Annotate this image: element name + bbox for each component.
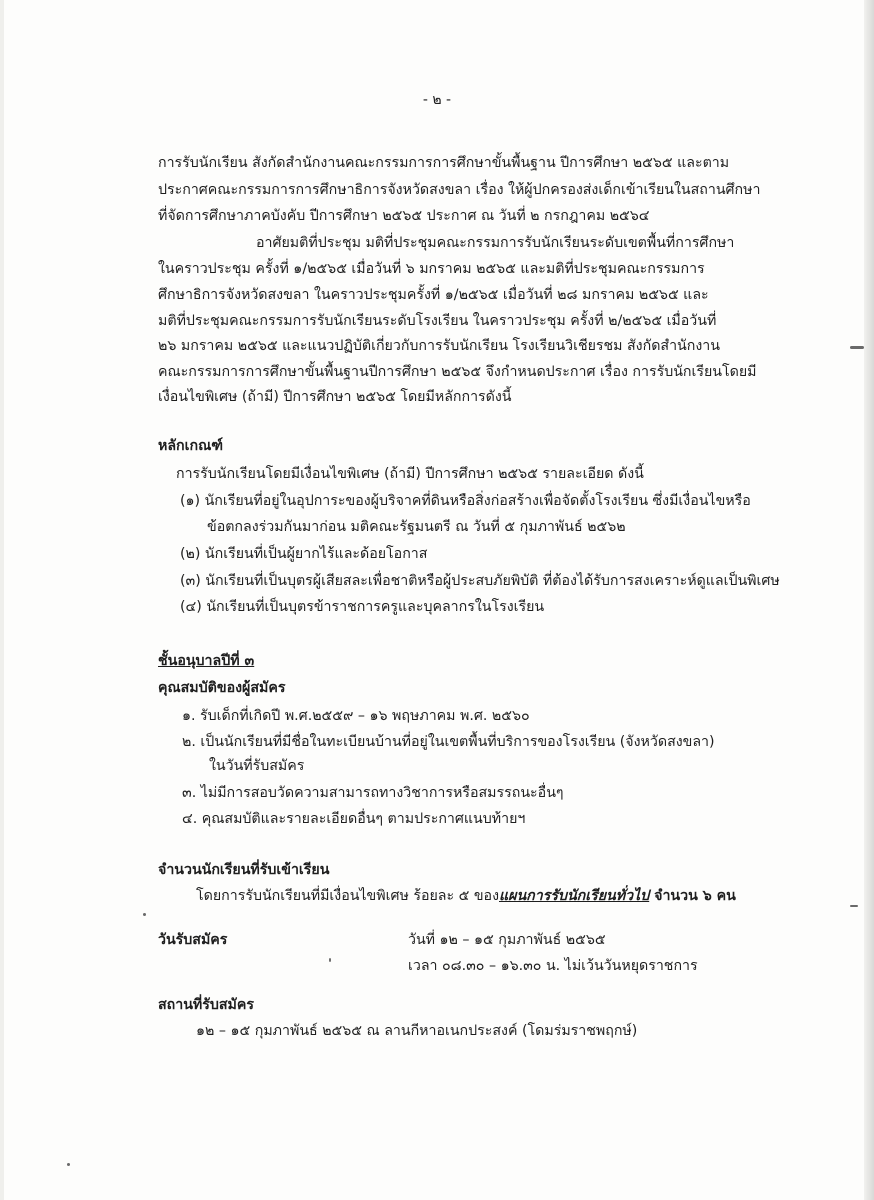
basis-line: คณะกรรมการการศึกษาขั้นพื้นฐานปีการศึกษา ๒๕๖๕ จึงกำหนดประกาศ เรื่อง การรับนักเรียนโดยมี [158, 364, 757, 380]
intro-line: ที่จัดการศึกษาภาคบังคับ ปีการศึกษา ๒๕๖๕ ประกาศ ณ วันที่ ๒ กรกฎาคม ๒๕๖๔ [158, 208, 650, 224]
venue-label: สถานที่รับสมัคร [158, 997, 255, 1013]
quota-text [196, 886, 736, 906]
qualification-item-continuation: ในวันที่รับสมัคร [209, 758, 305, 774]
criteria-item: (๔) นักเรียนที่เป็นบุตรข้าราชการครูและบุคลากรในโรงเรียน [180, 599, 545, 615]
apply-date-value: วันที่ ๑๒ – ๑๕ กุมภาพันธ์ ๒๕๖๕ [408, 932, 606, 948]
qualification-item: ๔. คุณสมบัติและรายละเอียดอื่นๆ ตามประกาศแนบท้ายฯ [182, 811, 526, 827]
basis-line: มติที่ประชุมคณะกรรมการรับนักเรียนระดับโรงเรียน ในคราวประชุม ครั้งที่ ๒/๒๕๖๕ เมื่อวันที่ [158, 313, 717, 329]
qualification-heading: คุณสมบัติของผู้สมัคร [158, 680, 286, 696]
basis-line: อาศัยมติที่ประชุม มติที่ประชุมคณะกรรมการรับนักเรียนระดับเขตพื้นที่การศึกษา [256, 235, 735, 251]
criteria-item-continuation: ข้อตกลงร่วมกันมาก่อน มติคณะรัฐมนตรี ณ วันที่ ๕ กุมภาพันธ์ ๒๕๖๒ [207, 519, 626, 535]
criteria-heading: หลักเกณฑ์ [158, 438, 224, 454]
basis-line: ศึกษาธิการจังหวัดสงขลา ในคราวประชุมครั้งที่ ๑/๒๕๖๕ เมื่อวันที่ ๒๘ มกราคม ๒๕๖๕ และ [158, 287, 709, 303]
quota-text-before: โดยการรับนักเรียนที่มีเงื่อนไขพิเศษ ร้อยละ ๕ ของ [196, 888, 499, 904]
scan-left-edge [0, 0, 4, 1200]
intro-line: ประกาศคณะกรรมการการศึกษาธิการจังหวัดสงขลา เรื่อง ให้ผู้ปกครองส่งเด็กเข้าเรียนในสถานศึกษา [158, 182, 761, 198]
qualification-item: ๒. เป็นนักเรียนที่มีชื่อในทะเบียนบ้านที่อยู่ในเขตพื้นที่บริการของโรงเรียน (จังหวัดสงขลา) [182, 734, 715, 750]
criteria-item: (๑) นักเรียนที่อยู่ในอุปการะของผู้บริจาคที่ดินหรือสิ่งก่อสร้างเพื่อจัดตั้งโรงเรียน ซึ่งมีเงื่อนไขหรือ [180, 493, 751, 509]
basis-line: ในคราวประชุม ครั้งที่ ๑/๒๕๖๕ เมื่อวันที่ ๖ มกราคม ๒๕๖๕ และมติที่ประชุมคณะกรรมการ [158, 261, 705, 277]
scan-speck [850, 905, 858, 907]
basis-line: ๒๖ มกราคม ๒๕๖๕ และแนวปฏิบัติเกี่ยวกับการรับนักเรียน โรงเรียนวิเชียรชม สังกัดสำนักงาน [158, 338, 720, 354]
criteria-item: (๒) นักเรียนที่เป็นผู้ยากไร้และด้อยโอกาส [180, 546, 428, 562]
qualification-item: ๑. รับเด็กที่เกิดปี พ.ศ.๒๕๕๙ – ๑๖ พฤษภาคม พ.ศ. ๒๕๖๐ [182, 708, 530, 724]
page-number: - ๒ - [422, 92, 452, 108]
scan-speck [67, 1163, 70, 1166]
general-admission-plan-ref: แผนการรับนักเรียนทั่วไป [499, 888, 650, 904]
qualification-item: ๓. ไม่มีการสอบวัดความสามารถทางวิชาการหรือสมรรถนะอื่นๆ [182, 785, 564, 801]
criteria-lead: การรับนักเรียนโดยมีเงื่อนไขพิเศษ (ถ้ามี) ปีการศึกษา ๒๕๖๕ รายละเอียด ดังนี้ [176, 466, 644, 482]
criteria-item: (๓) นักเรียนที่เป็นบุตรผู้เสียสละเพื่อชาติหรือผู้ประสบภัยพิบัติ ที่ต้องได้รับการสงเคราะห์ดูแลเป็นพิเศษ [180, 573, 780, 589]
scan-speck [850, 346, 864, 349]
scan-right-edge [864, 0, 874, 1200]
intro-line: การรับนักเรียน สังกัดสำนักงานคณะกรรมการการศึกษาขั้นพื้นฐาน ปีการศึกษา ๒๕๖๕ และตาม [158, 155, 730, 171]
apply-date-label: วันรับสมัคร [158, 932, 228, 948]
quota-count: จำนวน ๖ คน [649, 888, 736, 904]
scan-speck [143, 913, 146, 916]
level-heading: ชั้นอนุบาลปีที่ ๓ [158, 653, 255, 669]
scan-speck [329, 958, 331, 962]
venue-text: ๑๒ – ๑๕ กุมภาพันธ์ ๒๕๖๕ ณ ลานกีหาอเนกประสงค์ (โดมร่มราชพฤกษ์) [196, 1023, 638, 1039]
quota-heading: จำนวนนักเรียนที่รับเข้าเรียน [158, 862, 330, 878]
apply-time-value: เวลา ๐๘.๓๐ – ๑๖.๓๐ น. ไม่เว้นวันหยุดราชการ [408, 958, 698, 974]
basis-line: เงื่อนไขพิเศษ (ถ้ามี) ปีการศึกษา ๒๕๖๕ โดยมีหลักการดังนี้ [158, 389, 512, 405]
